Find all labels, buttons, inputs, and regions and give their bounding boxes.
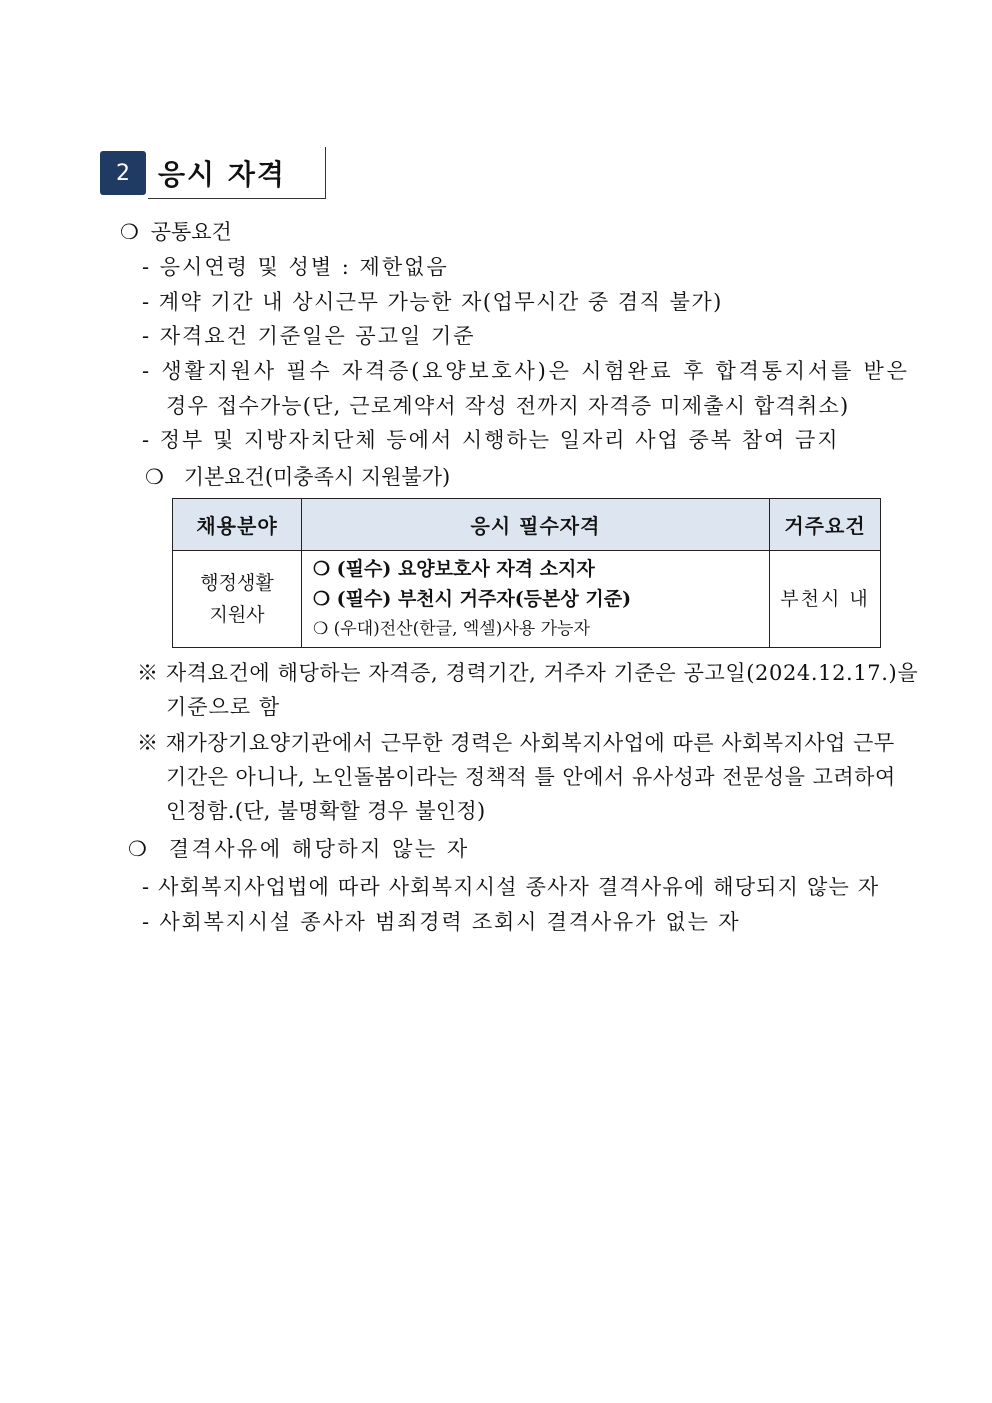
note-line-continued: 기준으로 함 bbox=[166, 695, 281, 719]
header-residence: 거주요건 bbox=[770, 499, 881, 551]
disqualify-heading bbox=[128, 836, 470, 862]
common-item: - 자격요건 기준일은 공고일 기준 bbox=[142, 324, 476, 348]
section-number-badge: 2 bbox=[100, 151, 146, 195]
requirement-item: ❍ (필수) 요양보호사 자격 소지자 bbox=[313, 558, 595, 580]
section-title: 응시 자격 bbox=[158, 158, 286, 191]
disqualify-item: - 사회복지사업법에 따라 사회복지시설 종사자 결격사유에 해당되지 않는 자 bbox=[142, 875, 880, 899]
note-line-continued: 기간은 아니나, 노인돌봄이라는 정책적 틀 안에서 유사성과 전문성을 고려하여 bbox=[166, 765, 896, 789]
common-item: - 응시연령 및 성별 : 제한없음 bbox=[142, 255, 449, 279]
section-header bbox=[100, 147, 327, 199]
requirement-item: ❍ (우대)전산(한글, 엑셀)사용 가능자 bbox=[313, 619, 590, 639]
field-line: 지원사 bbox=[209, 604, 265, 626]
requirement-item: ❍ (필수) 부천시 거주자(등본상 기준) bbox=[313, 588, 632, 610]
note-line-continued: 인정함.(단, 불명확할 경우 불인정) bbox=[166, 799, 486, 823]
disqualify-item: - 사회복지시설 종사자 범죄경력 조회시 결격사유가 없는 자 bbox=[142, 910, 741, 934]
header-qualification: 응시 필수자격 bbox=[302, 499, 770, 551]
header-field: 채용분야 bbox=[173, 499, 302, 551]
cell-residence: 부천시 내 bbox=[770, 551, 881, 648]
basic-heading bbox=[145, 464, 450, 490]
note-line: ※ 자격요건에 해당하는 자격증, 경력기간, 거주자 기준은 공고일(2024.12.17.)을 bbox=[137, 661, 919, 685]
common-item: - 생활지원사 필수 자격증(요양보호사)은 시험완료 후 합격통지서를 받은 bbox=[142, 359, 910, 383]
cell-qualification bbox=[302, 551, 770, 648]
field-line: 행정생활 bbox=[200, 572, 274, 594]
circle-bullet-icon: ❍ bbox=[120, 220, 139, 244]
common-heading bbox=[120, 219, 232, 245]
header-rule-horizontal bbox=[148, 198, 326, 199]
common-item-continued: 경우 접수가능(단, 근로계약서 작성 전까지 자격증 미제출시 합격취소) bbox=[166, 394, 850, 418]
requirements-table bbox=[172, 498, 881, 648]
header-rule-vertical bbox=[325, 147, 326, 199]
circle-bullet-icon: ❍ bbox=[145, 465, 164, 489]
common-heading-text: 공통요건 bbox=[150, 220, 232, 244]
table-header-row bbox=[173, 499, 881, 551]
circle-bullet-icon: ❍ bbox=[128, 837, 147, 861]
disqualify-heading-text: 결격사유에 해당하지 않는 자 bbox=[168, 837, 470, 861]
table-row bbox=[173, 551, 881, 648]
note-line: ※ 재가장기요양기관에서 근무한 경력은 사회복지사업에 따른 사회복지사업 근무 bbox=[137, 731, 895, 755]
common-item: - 정부 및 지방자치단체 등에서 시행하는 일자리 사업 중복 참여 금지 bbox=[142, 428, 840, 452]
common-item: - 계약 기간 내 상시근무 가능한 자(업무시간 중 겸직 불가) bbox=[142, 290, 723, 314]
basic-heading-text: 기본요건(미충족시 지원불가) bbox=[183, 465, 451, 489]
cell-field bbox=[173, 551, 302, 648]
